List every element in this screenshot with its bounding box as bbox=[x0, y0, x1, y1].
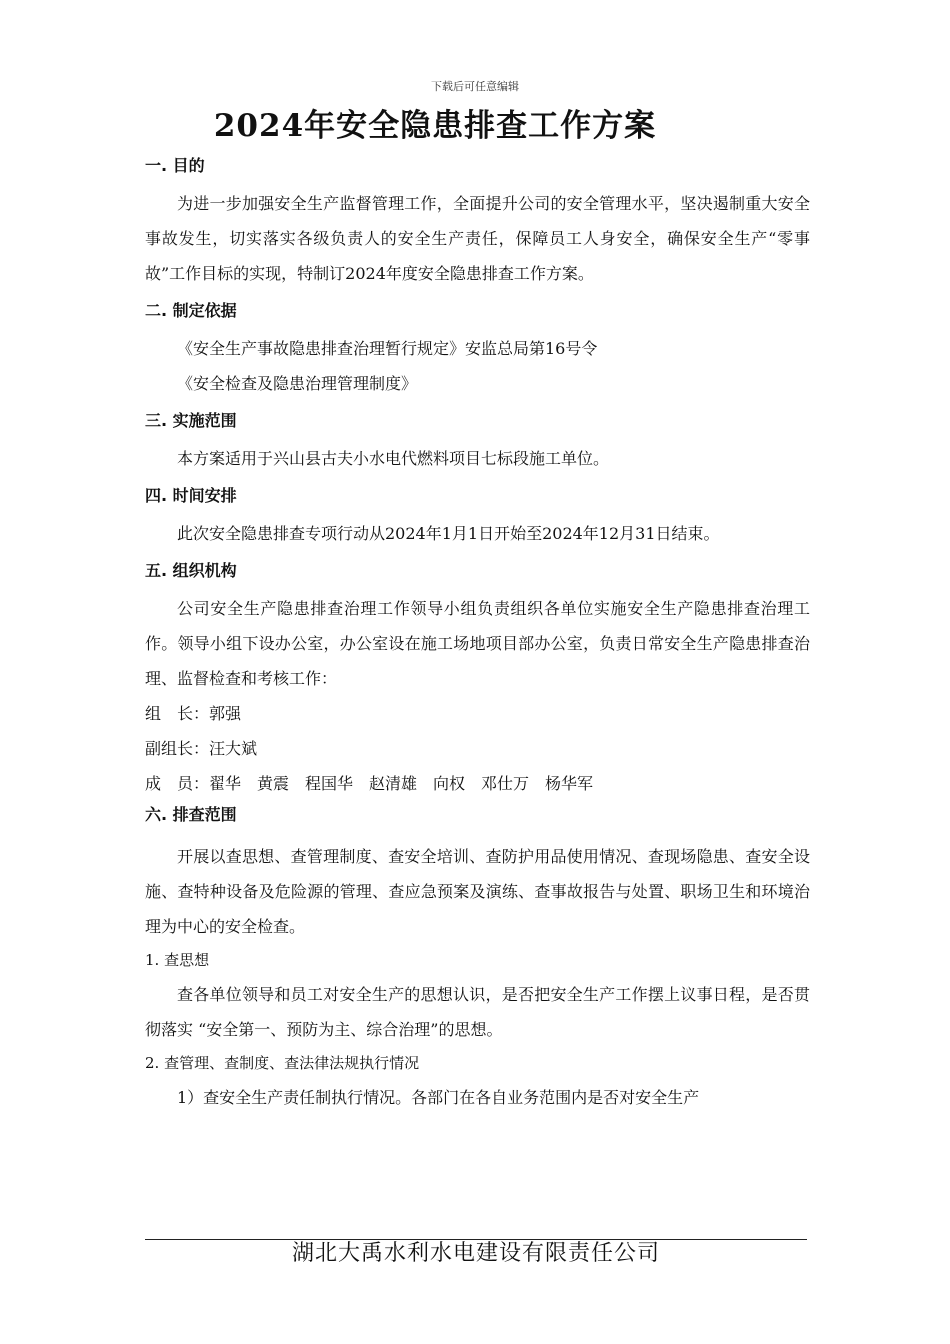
footer-company-name: 湖北大禹水利水电建设有限责任公司 bbox=[291, 1241, 660, 1266]
document-body bbox=[145, 152, 810, 1115]
section-heading-basis: 二. 制定依据 bbox=[145, 301, 237, 320]
section-heading-organization: 五. 组织机构 bbox=[145, 561, 237, 580]
org-deputy: 副组长：汪大斌 bbox=[145, 739, 258, 758]
section-heading-purpose: 一. 目的 bbox=[145, 156, 205, 175]
org-members: 成 员：翟华 黄震 程国华 赵清雄 向权 邓仕万 杨华军 bbox=[145, 774, 594, 793]
basis-item-2: 《安全检查及隐患治理管理制度》 bbox=[177, 374, 418, 393]
inspection-item-1-paragraph: 查各单位领导和员工对安全生产的思想认识，是否把安全生产工作摆上议事日程，是否贯彻落实 “安全第一、预防为主、综合治理”的思想。 bbox=[145, 985, 810, 1039]
section-organization-paragraph: 公司安全生产隐患排查治理工作领导小组负责组织各单位实施安全生产隐患排查治理工作。领导小组下设办公室，办公室设在施工场地项目部办公室，负责日常安全生产隐患排查治理、监督检查和考核工作： bbox=[145, 599, 810, 688]
header-note: 下载后可任意编辑 bbox=[431, 80, 519, 93]
inspection-item-1-title: 1. 查思想 bbox=[145, 951, 210, 969]
section-purpose-paragraph: 为进一步加强安全生产监督管理工作，全面提升公司的安全管理水平，坚决遏制重大安全事故发生，切实落实各级负责人的安全生产责任，保障员工人身安全，确保安全生产“零事故”工作目标的实现，特制订2024年度安全隐患排查工作方案。 bbox=[145, 194, 810, 283]
section-heading-scope: 三. 实施范围 bbox=[145, 411, 237, 430]
section-heading-inspection-scope: 六. 排查范围 bbox=[145, 805, 237, 824]
section-heading-schedule: 四. 时间安排 bbox=[145, 486, 237, 505]
org-leader: 组 长：郭强 bbox=[145, 704, 242, 723]
section-inspection-scope-paragraph: 开展以查思想、查管理制度、查安全培训、查防护用品使用情况、查现场隐患、查安全设施、查特种设备及危险源的管理、查应急预案及演练、查事故报告与处置、职场卫生和环境治理为中心的安全检查。 bbox=[145, 847, 810, 936]
section-schedule-paragraph: 此次安全隐患排查专项行动从2024年1月1日开始至2024年12月31日结束。 bbox=[177, 524, 720, 543]
inspection-item-2-sub-1: 1）查安全生产责任制执行情况。各部门在各自业务范围内是否对安全生产 bbox=[177, 1088, 700, 1107]
document-title: 2024年安全隐患排查工作方案 bbox=[213, 108, 657, 144]
inspection-item-2-title: 2. 查管理、查制度、查法律法规执行情况 bbox=[145, 1054, 420, 1072]
section-scope-paragraph: 本方案适用于兴山县古夫小水电代燃料项目七标段施工单位。 bbox=[177, 449, 610, 468]
basis-item-1: 《安全生产事故隐患排查治理暂行规定》安监总局第16号令 bbox=[177, 339, 598, 358]
